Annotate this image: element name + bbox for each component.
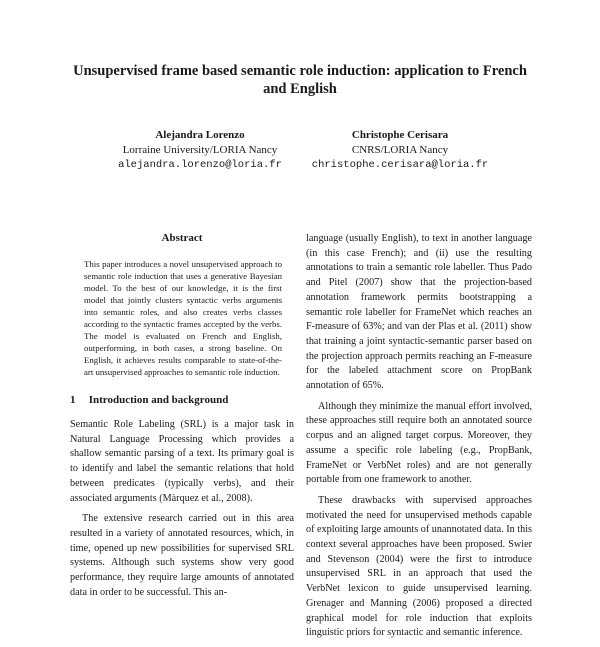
abstract-heading: Abstract — [161, 232, 203, 244]
body-paragraph: language (usually English), to text in another language (in this case French); and (ii) use the resulting annotations to train a semantic role labeller. Thus Pado and Pitel (2007) show that the projection-based annotation framework permits bootstrapping a semantic role labeller for FrameNet which reaches an F-measure of 63%; and van der Plas et al. (2011) show that training a joint syntactic-semantic parser based on the projection approach permits reaching an F-measure for the labeled attachment score on PropBank annotation of 65%. — [306, 233, 532, 392]
body-paragraph: These drawbacks with supervised approaches motivated the need for unsupervised methods capable of exploiting large amounts of unannotated data. In this context several approaches have been proposed. Swier and Stevenson (2004) were the first to introduce unsupervised SRL in an approach that used the VerbNet lexicon to guide unsupervised learning. Grenager and Manning (2006) proposed a directed graphical model for role induction that exploits linguistic priors for syntactic and semantic inference. — [306, 494, 532, 639]
paper-title: Unsupervised frame based semantic role induction: application to French and English — [73, 63, 527, 97]
section-heading — [70, 394, 294, 406]
author-affiliation: CNRS/LORIA Nancy — [351, 144, 449, 156]
section-title: Introduction and background — [88, 394, 229, 406]
author-affiliation: Lorraine University/LORIA Nancy — [122, 144, 278, 156]
body-paragraph: The extensive research carried out in this area resulted in a variety of annotated resources, which, in time, opened up new possibilities for supervised SRL systems. Although such systems show very good performance, they require large amounts of annotated data in order to be successful. This an- — [70, 513, 294, 598]
author-block-1 — [100, 128, 300, 173]
author-email: alejandra.lorenzo@loria.fr — [118, 159, 282, 171]
author-name: Alejandra Lorenzo — [155, 129, 245, 141]
body-paragraph: Although they minimize the manual effort involved, these approaches still require both an annotated source corpus and an aligned target corpus. Moreover, they assume a specific role labeling (e.g., PropBank, FrameNet or VerbNet roles) and are not generally portable from one framework to another. — [306, 400, 532, 486]
right-column — [306, 232, 532, 647]
author-email: christophe.cerisara@loria.fr — [311, 159, 489, 171]
author-name: Christophe Cerisara — [351, 129, 449, 141]
author-block-2 — [300, 128, 500, 173]
abstract-text: This paper introduces a novel unsupervised approach to semantic role induction that uses a generative Bayesian model. To the best of our knowledge, it is the first model that jointly clusters syntactic verbs arguments into semantic roles, and also creates verbs classes according to the syntactic frames accepted by the verbs. The model is evaluated on French and English, outperforming, in both cases, a strong baseline. On English, it achieves results comparable to state-of-the-art unsupervised approaches to semantic role induction. — [84, 259, 282, 377]
section-number: 1 — [70, 394, 76, 406]
body-paragraph: Semantic Role Labeling (SRL) is a major task in Natural Language Processing which provides a shallow semantic parsing of a text. Its primary goal is to identify and label the semantic relations that hold between predicates (typically verbs), and their associated arguments (Màrquez et al., 2008). — [70, 419, 294, 504]
left-column — [70, 232, 294, 606]
